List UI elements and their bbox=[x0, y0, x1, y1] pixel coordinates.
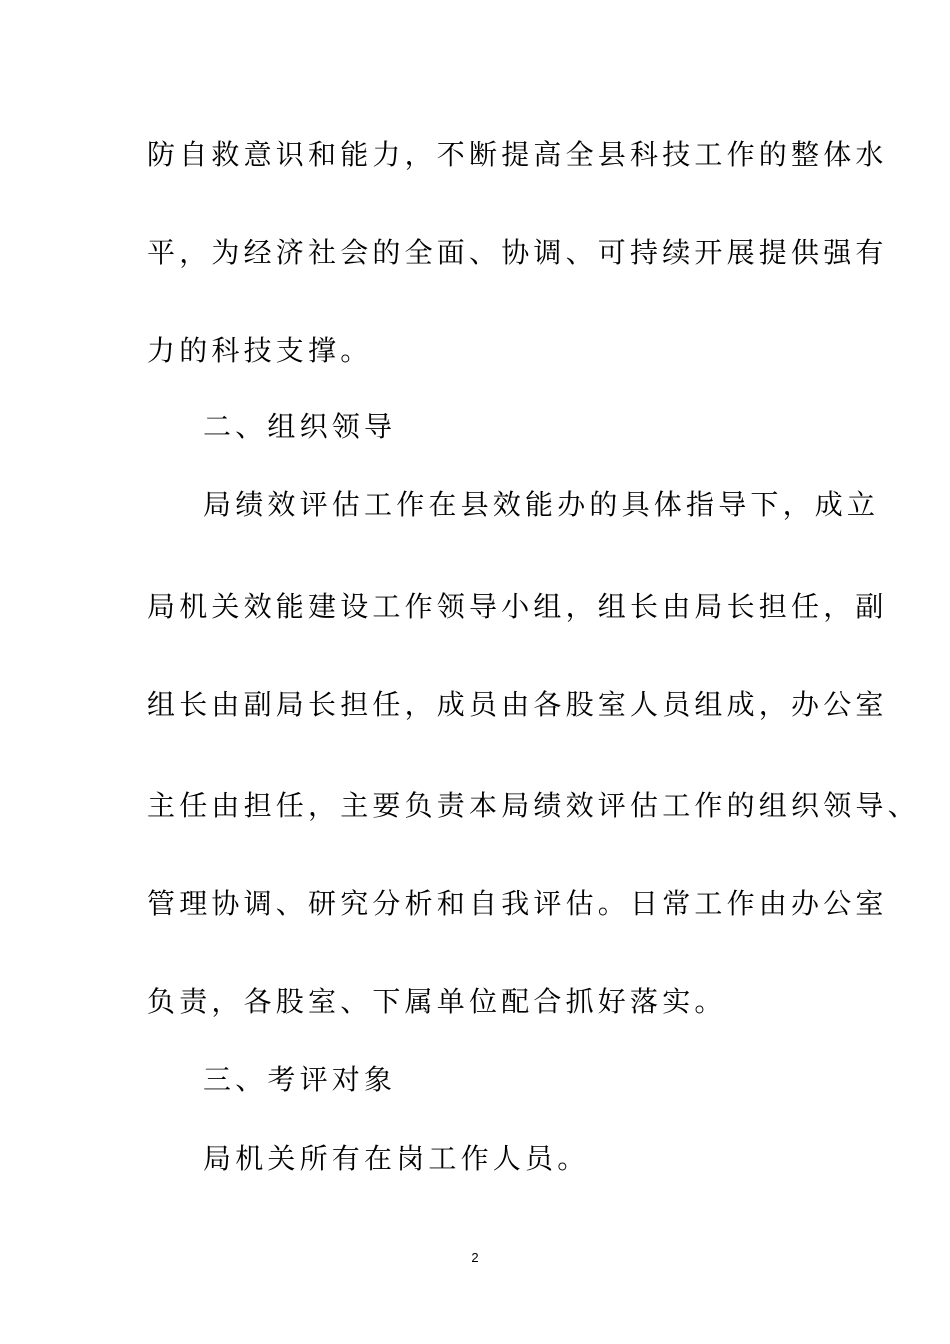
paragraph-line: 力的科技支撑。 bbox=[147, 334, 373, 367]
section-heading: 三、考评对象 bbox=[203, 1063, 397, 1096]
paragraph-line: 负责，各股室、下属单位配合抓好落实。 bbox=[147, 985, 727, 1018]
paragraph-line: 局机关效能建设工作领导小组，组长由局长担任，副 bbox=[147, 590, 888, 623]
paragraph-line: 平，为经济社会的全面、协调、可持续开展提供强有 bbox=[147, 236, 888, 269]
page-number: 2 bbox=[471, 1250, 479, 1265]
paragraph-line: 管理协调、研究分析和自我评估。日常工作由办公室 bbox=[147, 887, 888, 920]
paragraph-line: 主任由担任，主要负责本局绩效评估工作的组织领导、 bbox=[147, 789, 920, 822]
section-heading: 二、组织领导 bbox=[203, 410, 397, 443]
paragraph-line: 防自救意识和能力，不断提高全县科技工作的整体水 bbox=[147, 138, 888, 171]
paragraph-line: 组长由副局长担任，成员由各股室人员组成，办公室 bbox=[147, 688, 888, 721]
paragraph-line: 局绩效评估工作在县效能办的具体指导下，成立 bbox=[203, 488, 880, 521]
paragraph-line: 局机关所有在岗工作人员。 bbox=[203, 1142, 590, 1175]
